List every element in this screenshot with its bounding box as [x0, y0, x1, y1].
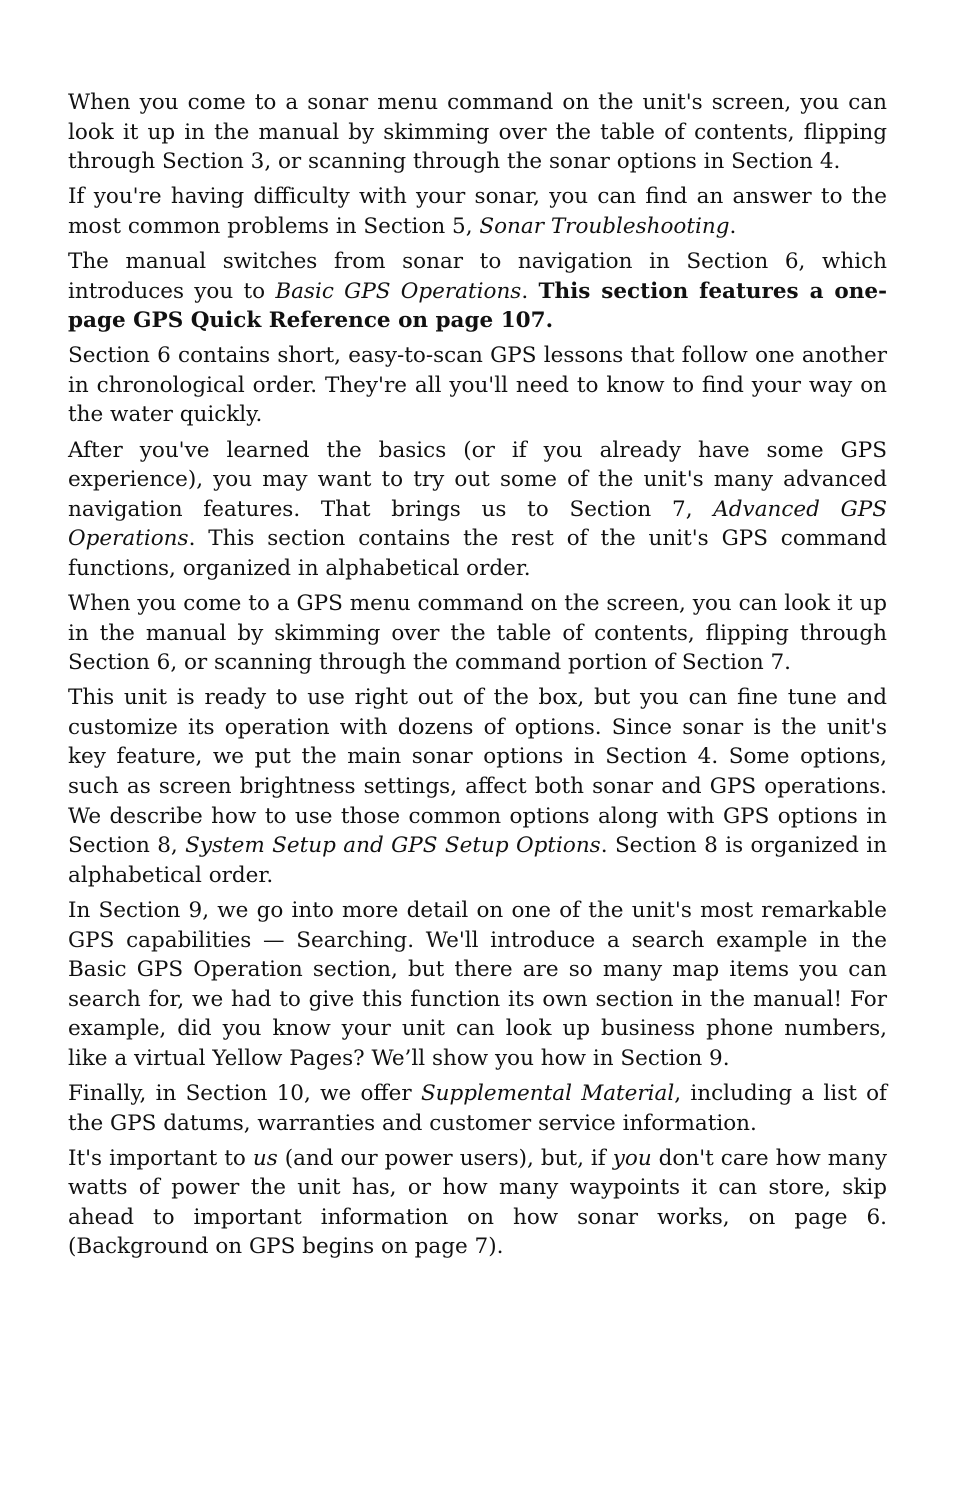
- italic-text-run: Sonar Troubleshooting: [479, 213, 730, 239]
- paragraph-4: [68, 341, 887, 430]
- text-run: , including a list of the GPS datums, warranties and customer service information.: [68, 1081, 887, 1136]
- text-run: . This section contains the rest of the unit's GPS command functions, organized in alphabetical order.: [68, 526, 887, 581]
- italic-text-run: you: [612, 1145, 652, 1171]
- text-run: If you're having difficulty with your sonar, you can find an answer to the most common problems in Section 5,: [68, 184, 887, 239]
- paragraph-5: [68, 436, 887, 584]
- text-run: Finally, in Section 10, we offer: [68, 1081, 421, 1106]
- text-run: It's important to: [68, 1145, 253, 1171]
- paragraph-7: [68, 683, 887, 890]
- text-run: . Section 8 is organized in alphabetical order.: [68, 833, 888, 888]
- text-run: In Section 9, we go into more detail on one of the unit's most remarkable GPS capabilities — Searching. We'll introduce a search example in the Basic GPS Operation section, but there are so many map items you can search for, we had to give this function its own section in the manual! For example, did you know your unit can look up business phone numbers, like a virtual Yellow Pages? We’ll show you how in Section 9.: [68, 897, 887, 1071]
- text-run: When you come to a sonar menu command on the unit's screen, you can look it up in the manual by skimming over the table of contents, flipping through Section 3, or scanning through the sonar options in Section 4.: [68, 90, 887, 175]
- manual-page-body: [68, 88, 887, 1268]
- text-run: don't care how many watts of power the unit has, or how many waypoints it can store, skip ahead to important information on how sonar works, on page 6. (Background on GPS begins on page 7).: [68, 1145, 888, 1260]
- text-run: Section 6 contains short, easy-to-scan GPS lessons that follow one another in chronological order. They're all you'll need to know to find your way on the water quickly.: [68, 343, 887, 428]
- paragraph-10: [68, 1144, 887, 1262]
- text-run: This unit is ready to use right out of the box, but you can fine tune and customize its operation with dozens of options. Since sonar is the unit's key feature, we put the main sonar options in Section 4. Some options, such as screen brightness settings, affect both sonar and GPS operations. We describe how to use those common options along with GPS options in Section 8,: [68, 685, 887, 859]
- italic-text-run: Supplemental Material: [420, 1081, 675, 1106]
- italic-text-run: System Setup and GPS Setup Options: [185, 833, 601, 859]
- paragraph-8: [68, 896, 887, 1074]
- paragraph-2: [68, 182, 887, 241]
- italic-text-run: Basic GPS Operations: [275, 278, 522, 304]
- text-run: .: [521, 278, 539, 304]
- italic-text-run: us: [252, 1145, 278, 1171]
- paragraph-6: [68, 589, 887, 678]
- text-run: .: [729, 213, 737, 239]
- italic-text-run: Advanced GPS Operations: [68, 496, 887, 552]
- bold-text-run: This section features a one-page GPS Quick Reference on page 107.: [68, 278, 888, 334]
- text-run: (and our power users), but, if: [277, 1145, 613, 1171]
- paragraph-1: [68, 88, 887, 177]
- text-run: The manual switches from sonar to navigation in Section 6, which introduces you to: [68, 248, 887, 304]
- paragraph-9: [68, 1079, 887, 1138]
- text-run: After you've learned the basics (or if you already have some GPS experience), you may want to try out some of the unit's many advanced navigation features. That brings us to Section 7,: [68, 437, 887, 522]
- text-run: When you come to a GPS menu command on the screen, you can look it up in the manual by skimming over the table of contents, flipping through Section 6, or scanning through the command portion of Section 7.: [68, 591, 887, 676]
- paragraph-3: [68, 247, 887, 336]
